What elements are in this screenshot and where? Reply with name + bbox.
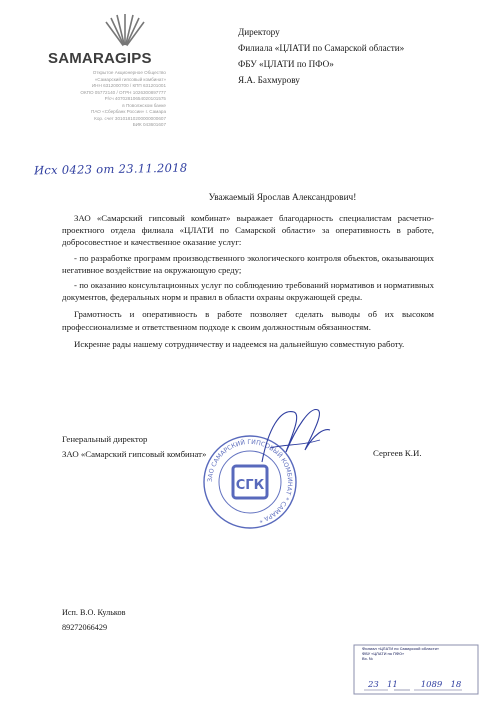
- letter-list-item: - по оказанию консультационных услуг по соблюдению требований нормативов и нормативных документов, федеральных норм и правил в области охраны окружающей среды.: [62, 280, 434, 303]
- letter-paragraph: Искренне рады нашему сотрудничеству и надеемся на дальнейшую совместную работу.: [74, 338, 405, 349]
- director-signature: [250, 400, 340, 470]
- company-details: [58, 70, 166, 129]
- company-detail-line: ОКПО 05772140 / ОГРН 1026300897777: [80, 89, 166, 95]
- registration-number: [418, 680, 461, 690]
- letter-list-item: - по разработке программ производственного экологического контроля объектов, оказывающих негативное воздействие на окружающую среду;: [62, 252, 434, 275]
- company-detail-line: ПАО «Сбербанк России» г. Самара: [91, 109, 166, 114]
- company-detail-line: БИК 043601607: [132, 122, 166, 127]
- signatory-title: [62, 432, 206, 462]
- addressee-name: Я.А. Бахмурову: [238, 75, 300, 85]
- company-detail-line: в Поволжском банке: [122, 102, 166, 108]
- addressee-block: [238, 24, 404, 88]
- registration-month: 11: [386, 680, 398, 690]
- registration-year: 18: [450, 680, 462, 690]
- company-logo-text: SAMARAGIPS: [48, 50, 152, 67]
- company-detail-line: Р/сч 40702810654020101575: [104, 96, 166, 101]
- company-logo: [102, 12, 148, 52]
- letter-paragraph: Грамотность и оперативность в работе позволяет сделать выводы об их высоком профессионализме и ответственном подходе к своим должностным обязанностям.: [62, 309, 434, 332]
- salutation: Уважаемый Ярослав Александрович!: [208, 193, 357, 203]
- letter-paragraph: ЗАО «Самарский гипсовый комбинат» выражает благодарность специалистам расчетно-проектного отдела филиала «ЦЛАТИ по Самарской области» за оперативность в работе, добросовестное и качественное оказание услуг:: [62, 213, 434, 248]
- addressee-organization: ФБУ «ЦЛАТИ по ПФО»: [238, 59, 334, 69]
- registration-number-value: 1089: [420, 680, 443, 690]
- executor-block: [62, 605, 125, 635]
- executor-phone: 89272066429: [62, 623, 108, 632]
- addressee-position: Директору: [238, 27, 280, 37]
- outgoing-reference-handwritten: Исх 0423 от 23.11.2018: [33, 160, 188, 178]
- company-detail-line: ИНН 6312000700 / КПП 631201001: [91, 83, 166, 88]
- registration-stamp-line: Филиал «ЦЛАТИ по Самарской области»: [362, 647, 440, 651]
- letter-body: [62, 212, 434, 350]
- registration-day: 23: [368, 680, 379, 690]
- registration-stamp-line: ФБУ «ЦЛАТИ по ПФО»: [362, 652, 405, 656]
- signatory-name: Сергеев К.И.: [373, 448, 422, 458]
- registration-stamp-header: [362, 647, 482, 662]
- company-detail-line: Кор. счет 30101810200000000607: [94, 115, 166, 121]
- company-detail-line: «Самарский гипсовый комбинат»: [94, 76, 166, 82]
- stamp-ring-text: ЗАО САМАРСКИЙ ГИПСОВЫЙ КОМБИНАТ * САМАРА *: [206, 438, 294, 524]
- signatory-position: Генеральный директор: [62, 434, 148, 444]
- executor-name: Исп. В.О. Кульков: [62, 608, 126, 617]
- company-detail-line: Открытое Акционерное Общество: [92, 70, 166, 75]
- addressee-branch: Филиала «ЦЛАТИ по Самарской области»: [238, 43, 405, 53]
- registration-date: [368, 680, 398, 690]
- signatory-company: ЗАО «Самарский гипсовый комбинат»: [62, 449, 207, 459]
- registration-stamp-line: Вх. №: [362, 657, 374, 661]
- stamp-monogram: СГК: [235, 478, 265, 493]
- registration-stamp: [352, 644, 480, 701]
